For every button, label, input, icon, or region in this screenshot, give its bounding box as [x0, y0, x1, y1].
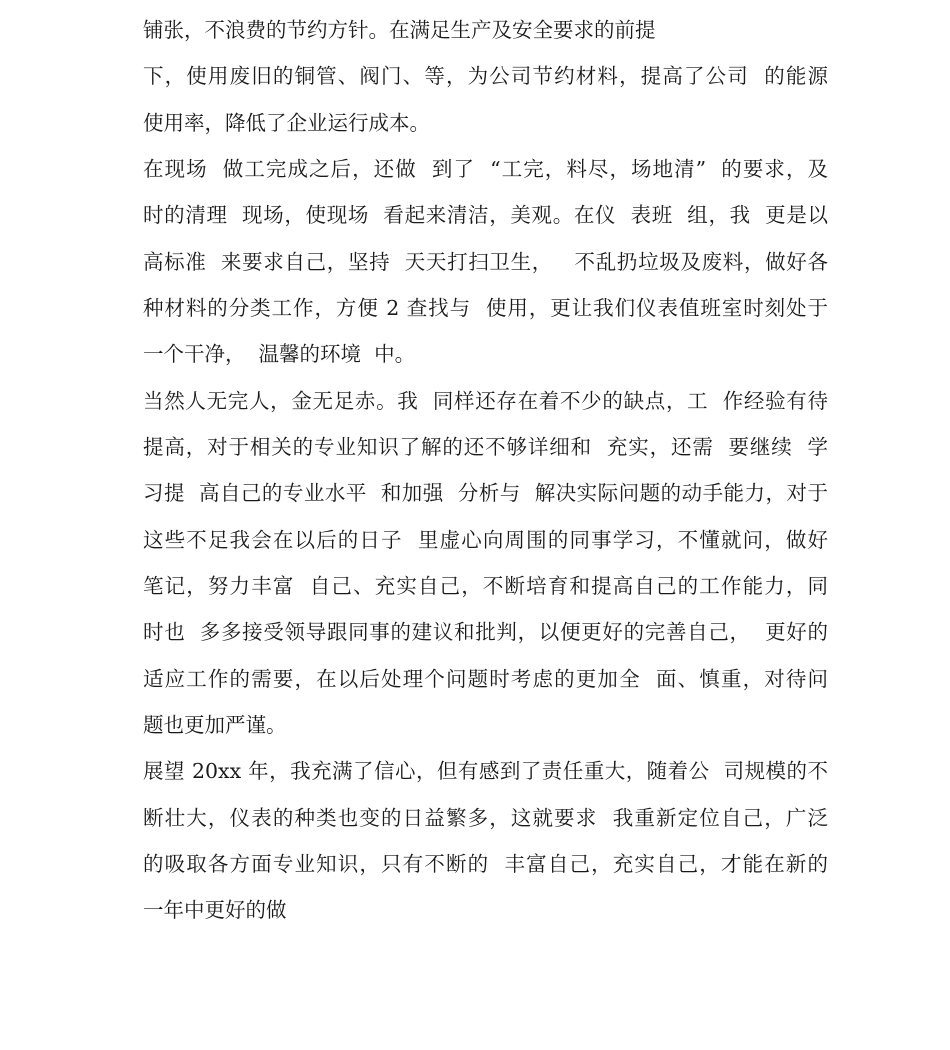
text-line: 题也更加严谨。 [143, 713, 287, 737]
text-line: 提高，对于相关的专业知识了解的还不够详细和 充实，还需 要继续 学 [143, 435, 828, 459]
text-line: 断壮大，仪表的种类也变的日益繁多，这就要求 我重新定位自己，广泛 [143, 806, 828, 830]
text-line: 这些不足我会在以后的日子 里虚心向周围的同事学习，不懂就问，做好 [143, 528, 828, 552]
text-line: 铺张，不浪费的节约方针。在满足生产及安全要求的前提 [143, 18, 656, 42]
text-line: 在现场 做工完成之后，还做 到了 “工完，料尽，场地清” 的要求，及 [143, 157, 828, 181]
text-line: 适应工作的需要，在以后处理个问题时考虑的更加全 面、慎重，对待问 [143, 667, 828, 691]
text-line: 时的清理 现场，使现场 看起来清洁，美观。在仪 表班 组，我 更是以 [143, 203, 828, 227]
text-line: 当然人无完人，金无足赤。我 同样还存在着不少的缺点，工 作经验有待 [143, 389, 828, 413]
text-line: 下，使用废旧的铜管、阀门、等，为公司节约材料，提高了公司 的能源 [143, 64, 828, 88]
text-line: 一年中更好的做 [143, 898, 287, 922]
text-line: 一个干净， 温馨的环境 中。 [143, 342, 416, 366]
text-line: 时也 多多接受领导跟同事的建议和批判，以便更好的完善自己， 更好的 [143, 620, 828, 644]
text-line: 的吸取各方面专业知识，只有不断的 丰富自己，充实自己，才能在新的 [143, 852, 828, 876]
text-line: 高标准 来要求自己，坚持 天天打扫卫生， 不乱扔垃圾及废料，做好各 [143, 250, 828, 274]
text-line: 展望 20xx 年，我充满了信心，但有感到了责任重大，随着公 司规模的不 [143, 759, 828, 783]
text-line: 种材料的分类工作，方便 2 查找与 使用，更让我们仪表值班室时刻处于 [143, 296, 828, 320]
text-line: 使用率，降低了企业运行成本。 [143, 111, 430, 135]
text-line: 笔记，努力丰富 自己、充实自己，不断培育和提高自己的工作能力，同 [143, 574, 828, 598]
text-line: 习提 高自己的专业水平 和加强 分析与 解决实际问题的动手能力，对于 [143, 481, 828, 505]
